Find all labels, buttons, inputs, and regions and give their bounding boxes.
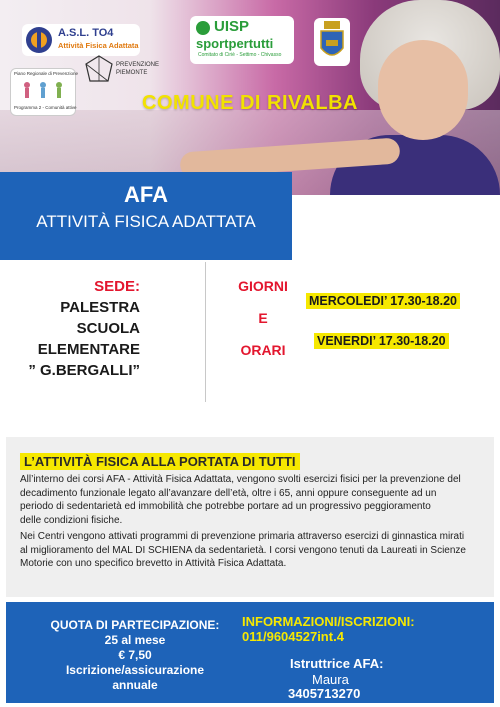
asl-logo-icon — [24, 26, 54, 54]
schedule-slot-2-text: VENERDI’ 17.30-18.20 — [314, 333, 449, 349]
afa-banner — [0, 172, 292, 260]
schedule-slot-1-text: MERCOLEDI’ 17.30-18.20 — [306, 293, 460, 309]
info-paragraph-1 — [20, 473, 490, 527]
afa-subtitle: ATTIVITÀ FISICA ADATTATA — [36, 212, 256, 231]
uisp-brand: UISP — [214, 18, 250, 35]
sede-line-1: PALESTRA — [60, 299, 140, 316]
asl-subtitle: Attività Fisica Adattata — [58, 41, 139, 50]
sede-line-3: ELEMENTARE — [37, 341, 140, 358]
prevenzione-line2: PIEMONTE — [116, 70, 148, 76]
giorni-line3: ORARI — [240, 342, 286, 358]
giorni-line1: GIORNI — [238, 278, 288, 294]
info-p1-line-3: periodo di sedentarietà ed immobilità che potrebbe portare ad un progressivo peggioramento — [20, 501, 431, 513]
quota-block — [30, 618, 240, 693]
prevenzione-logo — [82, 52, 162, 88]
info-paragraph-2 — [20, 530, 490, 571]
quota-line-1: 25 al mese — [104, 633, 166, 647]
info-p2-line-1: Nei Centri vengono attivati programmi di prevenzione primaria attraverso esercizi di ginnastica mirati — [20, 531, 465, 542]
sede-line-2: SCUOLA — [76, 320, 140, 337]
info-p1-line-1: All’interno dei corsi AFA - Attività Fisica Adattata, vengono svolti esercizi fisici per la prevenzione del — [20, 474, 461, 485]
sede-block — [0, 276, 200, 381]
uisp-sub: Comitato di Ciriè - Settimo - Chivasso — [198, 52, 282, 58]
piano-line2: Programma 2 - Comunità attive — [14, 105, 77, 110]
prevenzione-logo-icon — [84, 54, 114, 84]
info-p1-line-2: decadimento funzionale legato all’avanzare dell’età, oltre i 65, anni oppure conseguente ad un — [20, 487, 437, 499]
istruttrice-name: Maura — [312, 672, 349, 687]
piano-line1: Piano Regionale di Prevenzione — [14, 71, 79, 76]
afa-title: AFA — [124, 182, 168, 207]
photo-woman-face — [378, 40, 468, 140]
quota-line-3: Iscrizione/assicurazione — [65, 663, 205, 677]
quota-line-2: € 7,50 — [118, 648, 152, 662]
schedule-slot-1 — [306, 292, 460, 310]
info-p2-line-3: Motorie con uno specifico brevetto in Attività Fisica Adattata. — [20, 558, 287, 570]
asl-title: A.S.L. TO4 — [58, 27, 114, 39]
coat-of-arms-logo — [314, 18, 350, 66]
prevenzione-line1: PREVENZIONE — [116, 62, 160, 68]
sede-label: SEDE: — [94, 278, 140, 295]
info-title: L’ATTIVITÀ FISICA ALLA PORTATA DI TUTTI — [20, 453, 300, 470]
quota-line-4: annuale — [112, 678, 158, 692]
istruttrice-label: Istruttrice AFA: — [290, 656, 384, 671]
info-p2-line-2: al miglioramento del MAL DI SCHIENA da sedentarietà. I corsi vengono tenuti da Laureati in Scienze — [20, 544, 466, 556]
giorni-line2: E — [258, 310, 268, 326]
istruttrice-mobile: 3405713270 — [288, 686, 361, 701]
schedule-slot-2 — [314, 332, 449, 350]
uisp-tagline: sportpertutti — [196, 36, 274, 51]
vertical-divider — [205, 262, 206, 402]
sede-line-4: ” G.BERGALLI” — [28, 362, 140, 379]
contatti-title: INFORMAZIONI/ISCRIZIONI: — [242, 614, 415, 629]
quota-title: QUOTA DI PARTECIPAZIONE: — [50, 618, 220, 632]
comune-title: COMUNE DI RIVALBA — [142, 92, 358, 114]
uisp-logo — [190, 16, 294, 64]
coat-of-arms-icon — [314, 18, 350, 66]
info-p1-line-4: delle condizioni fisiche. — [20, 514, 123, 526]
contatti-phone: 011/9604527int.4 — [242, 629, 344, 644]
uisp-logo-icon — [194, 20, 212, 36]
